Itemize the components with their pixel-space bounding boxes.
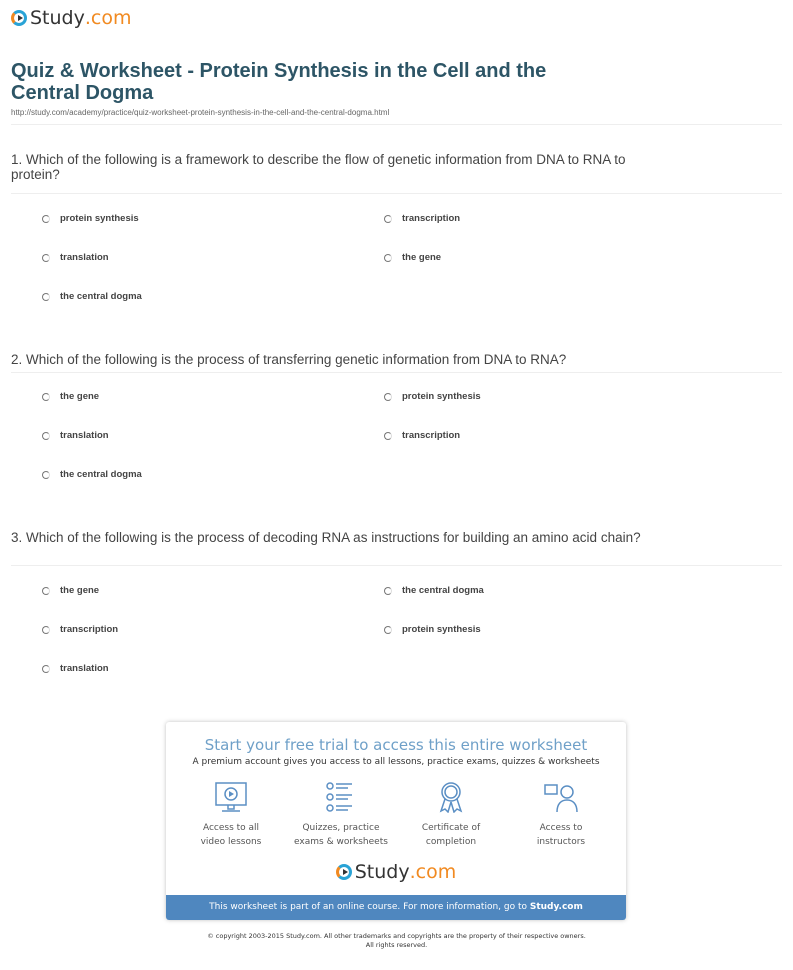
radio-button-icon[interactable]: [42, 254, 50, 262]
answer-option[interactable]: [384, 252, 441, 263]
answer-option[interactable]: [384, 430, 460, 441]
option-label: the central dogma: [402, 585, 484, 596]
option-label: translation: [60, 430, 109, 441]
play-logo-icon: [11, 10, 27, 26]
page-url[interactable]: http://study.com/academy/practice/quiz-worksheet-protein-synthesis-in-the-cell-and-the-central-dogma.html: [11, 108, 390, 117]
quiz-list-icon: [324, 781, 358, 813]
option-label: translation: [60, 252, 109, 263]
option-label: the gene: [60, 585, 100, 596]
radio-button-icon[interactable]: [42, 215, 50, 223]
course-info-bar: This worksheet is part of an online course. For more information, go to Study.com: [166, 895, 626, 920]
option-label: protein synthesis: [60, 213, 139, 224]
answer-option[interactable]: [384, 391, 481, 402]
option-label: the gene: [60, 391, 100, 402]
answer-option[interactable]: [384, 624, 481, 635]
feature-instructors: Access to instructors: [511, 781, 611, 849]
radio-button-icon[interactable]: [384, 626, 392, 634]
promo-title: Start your free trial to access this entire worksheet: [204, 736, 588, 754]
answer-option[interactable]: [384, 585, 484, 596]
answer-option[interactable]: [42, 213, 139, 224]
answer-option[interactable]: [384, 213, 460, 224]
option-label: translation: [60, 663, 109, 674]
copyright: © copyright 2003-2015 Study.com. All other trademarks and copyrights are the property of their respective owners. All rights reserved.: [207, 932, 586, 949]
radio-button-icon[interactable]: [42, 471, 50, 479]
answer-option[interactable]: [42, 624, 118, 635]
promo-study-logo[interactable]: Study .com: [166, 861, 626, 883]
study-link[interactable]: Study.com: [529, 902, 583, 912]
feature-quizzes: Quizzes, practice exams & worksheets: [291, 781, 391, 849]
option-label: protein synthesis: [402, 391, 481, 402]
option-label: the gene: [402, 252, 442, 263]
radio-button-icon[interactable]: [42, 587, 50, 595]
feature-certificate: Certificate of completion: [401, 781, 501, 849]
radio-button-icon[interactable]: [42, 626, 50, 634]
radio-button-icon[interactable]: [42, 293, 50, 301]
option-label: transcription: [402, 213, 461, 224]
radio-button-icon[interactable]: [384, 432, 392, 440]
radio-button-icon[interactable]: [42, 665, 50, 673]
option-label: protein synthesis: [402, 624, 481, 635]
divider: [11, 372, 782, 373]
page-title: Quiz & Worksheet - Protein Synthesis in the Cell and the Central Dogma: [11, 60, 547, 104]
answer-option[interactable]: [42, 291, 142, 302]
question-text: 1. Which of the following is a framework to describe the flow of genetic information from DNA to RNA to protein?: [11, 152, 626, 182]
feature-video-lessons: Access to all video lessons: [181, 781, 281, 849]
divider: [11, 124, 782, 125]
play-logo-icon: [336, 864, 352, 880]
option-label: transcription: [60, 624, 119, 635]
divider: [11, 565, 782, 566]
answer-option[interactable]: [42, 252, 109, 263]
question-text: 3. Which of the following is the process of decoding RNA as instructions for building an amino acid chain?: [11, 530, 641, 545]
radio-button-icon[interactable]: [384, 393, 392, 401]
free-trial-promo: [166, 722, 626, 920]
certificate-icon: [434, 781, 468, 813]
radio-button-icon[interactable]: [42, 393, 50, 401]
answer-option[interactable]: [42, 391, 99, 402]
instructor-icon: [544, 781, 578, 813]
divider: [11, 193, 782, 194]
option-label: the central dogma: [60, 291, 142, 302]
answer-option[interactable]: [42, 469, 142, 480]
video-lesson-icon: [214, 781, 248, 813]
answer-option[interactable]: [42, 663, 109, 674]
answer-option[interactable]: [42, 585, 99, 596]
radio-button-icon[interactable]: [384, 215, 392, 223]
question-text: 2. Which of the following is the process of transferring genetic information from DNA to RNA?: [11, 352, 567, 367]
radio-button-icon[interactable]: [384, 254, 392, 262]
answer-option[interactable]: [42, 430, 109, 441]
promo-subtitle: A premium account gives you access to all lessons, practice exams, quizzes & worksheets: [192, 757, 600, 767]
option-label: the central dogma: [60, 469, 142, 480]
option-label: transcription: [402, 430, 461, 441]
radio-button-icon[interactable]: [384, 587, 392, 595]
radio-button-icon[interactable]: [42, 432, 50, 440]
study-logo[interactable]: Study .com: [11, 7, 131, 29]
